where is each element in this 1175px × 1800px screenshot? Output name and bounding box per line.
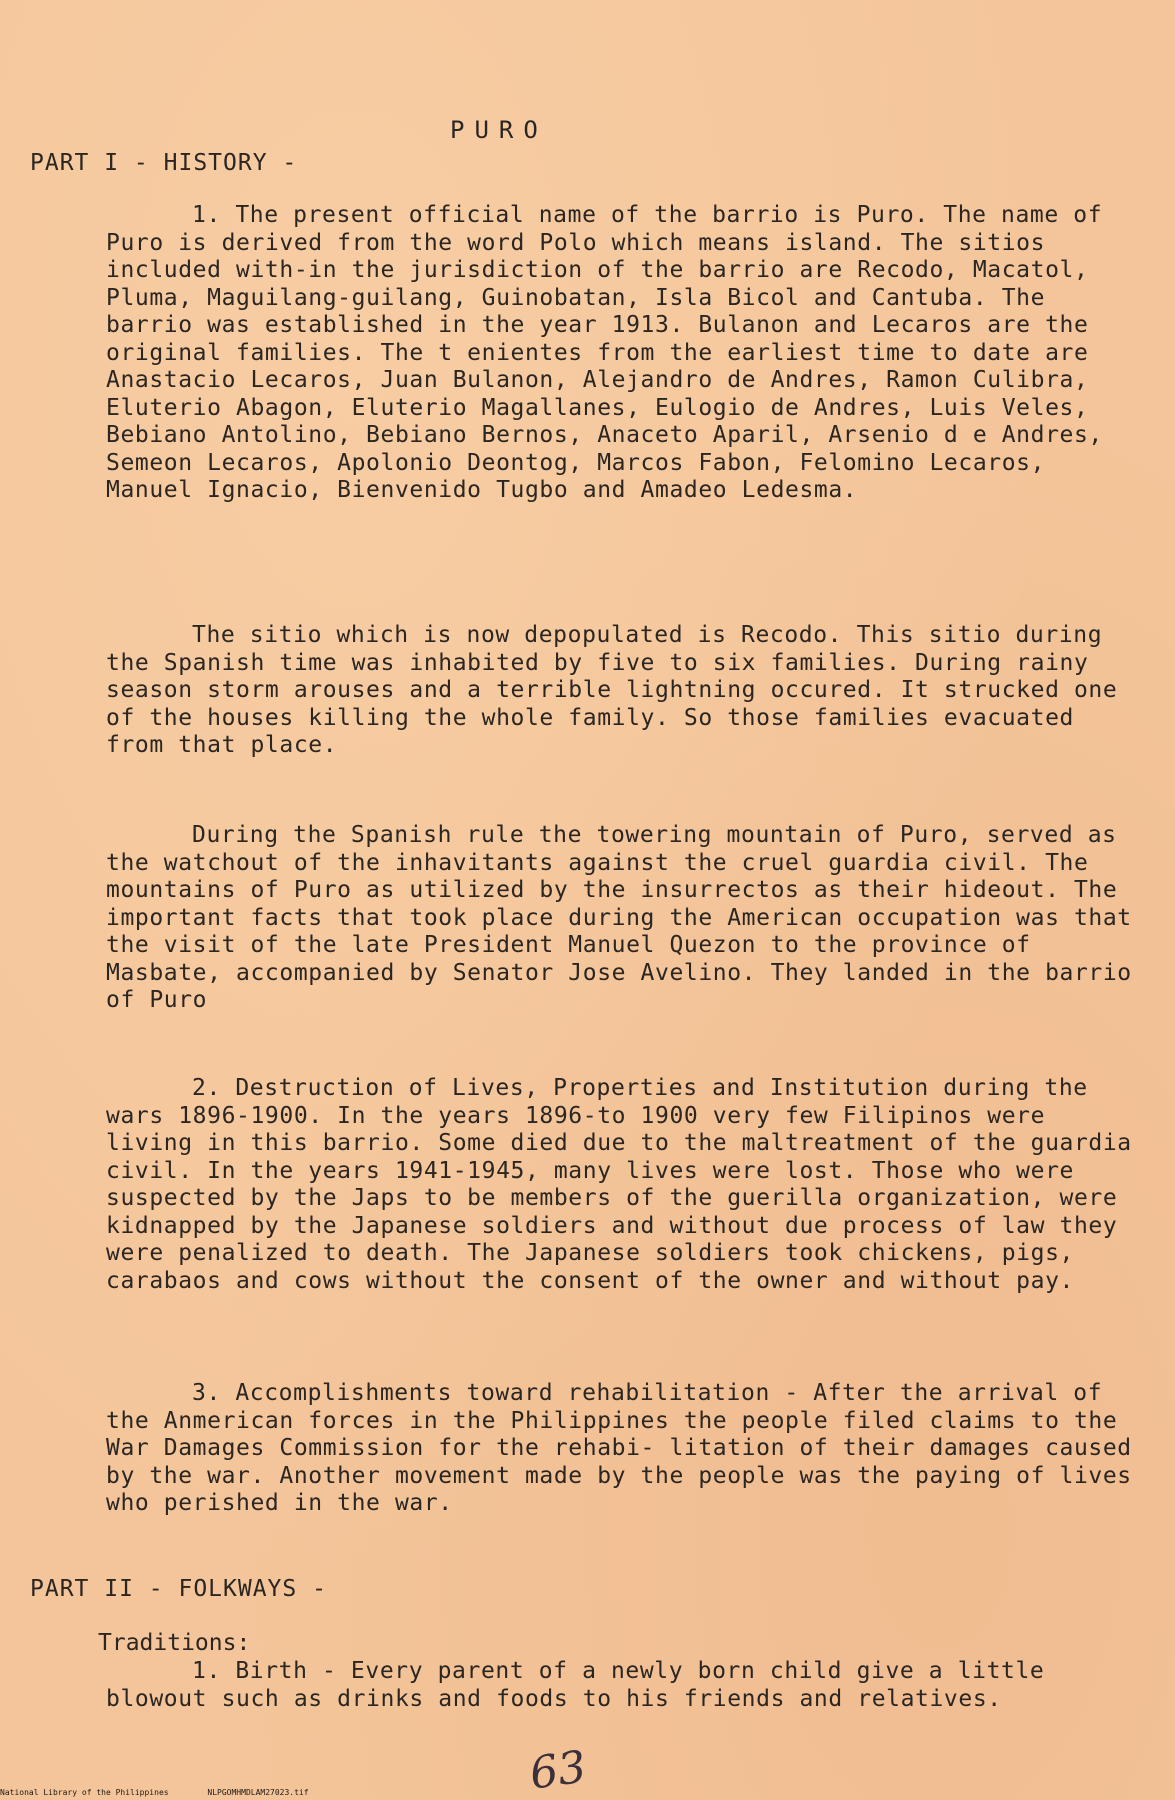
birth-paragraph [106, 1658, 1136, 1713]
paragraph-2 [106, 622, 1136, 760]
paragraph-1 [106, 202, 1146, 505]
traditions-label: Traditions: [98, 1630, 251, 1656]
scan-footer [0, 1788, 1175, 1797]
paragraph-1-text: 1. The present official name of the barrio is Puro. The name of Puro is derived from the word Polo which means island. The sitios included with-in the jurisdiction of the barrio are Recodo, Macatol, Pluma, Maguilang-guilang, Guinobatan, Isla Bicol and Cantuba. The barrio was established in the year 1913. Bulanon and Lecaros are the original families. The t enientes from the earliest time to date are Anastacio Lecaros, Juan Bulanon, Alejandro de Andres, Ramon Culibra, Eluterio Abagon, Eluterio Magallanes, Eulogio de Andres, Luis Veles, Bebiano Antolino, Bebiano Bernos, Anaceto Aparil, Arsenio d e Andres, Semeon Lecaros, Apolonio Deontog, Marcos Fabon, Felomino Lecaros, Manuel Ignacio, Bienvenido Tugbo and Amadeo Ledesma. [106, 202, 1103, 503]
paragraph-2-text: The sitio which is now depopulated is Recodo. This sitio during the Spanish time was inhabited by five to six families. During rainy season storm arouses and a terrible lightning occured. It strucked one of the houses killing the whole family. So those families evacuated from that place. [106, 622, 1118, 758]
document-title: PURO [450, 116, 548, 144]
footer-library: National Library of the Philippines [0, 1788, 169, 1797]
birth-paragraph-text: 1. Birth - Every parent of a newly born child give a little blowout such as drinks and foods to his friends and relatives. [106, 1658, 1045, 1712]
paragraph-3-text: During the Spanish rule the towering mountain of Puro, served as the watchout of the inhavitants against the cruel guardia civil. The mountains of Puro as utilized by the insurrectos as their hideout. The important facts that took place during the American occupation was that the visit of the late President Manuel Quezon to the province of Masbate, accompanied by Senator Jose Avelino. They landed in the barrio of Puro [106, 822, 1132, 1013]
paragraph-4-text: 2. Destruction of Lives, Properties and Institution during the wars 1896-1900. In the years 1896-to 1900 very few Filipinos were living in this barrio. Some died due to the maltreatment of the guardia civil. In the years 1941-1945, many lives were lost. Those who were suspected by the Japs to be members of the guerilla organization, were kidnapped by the Japanese soldiers and without due process of law they were penalized to death. The Japanese soldiers took chickens, pigs, carabaos and cows without the consent of the owner and without pay. [106, 1075, 1132, 1294]
handwritten-page-number: 63 [526, 1741, 590, 1800]
part1-heading: PART I - HISTORY - [30, 150, 298, 176]
paragraph-4 [106, 1075, 1136, 1295]
paragraph-5-text: 3. Accomplishments toward rehabilitation - After the arrival of the Anmerican forces in the Philippines the people filed claims to the War Damages Commission for the rehabi- litation of their damages caused by the war. Another movement made by the people was the paying of lives who perished in the war. [106, 1380, 1132, 1516]
paragraph-5 [106, 1380, 1136, 1518]
part2-heading: PART II - FOLKWAYS - [30, 1576, 327, 1602]
footer-file-id: NLPGOMHMDLAM27023.tif [207, 1788, 309, 1797]
paragraph-3 [106, 822, 1136, 1015]
